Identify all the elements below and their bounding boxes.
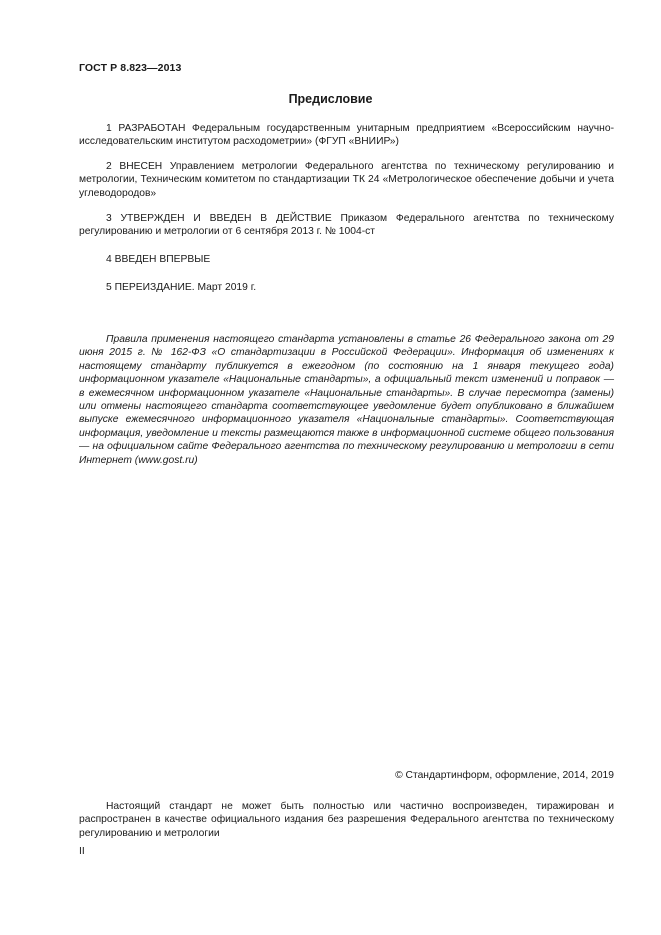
foreword-item-text: 2 ВНЕСЕН Управлением метрологии Федерального агентства по техническому регулированию и метрологии, Техническим комитетом по стандартизации ТК 24 «Метрологическое обеспечение добычи и учета углеводородов»	[79, 161, 614, 199]
document-code: ГОСТ Р 8.823—2013	[79, 62, 182, 74]
page-number: II	[79, 846, 85, 857]
foreword-item-3	[79, 212, 614, 239]
foreword-item-text: 5 ПЕРЕИЗДАНИЕ. Март 2019 г.	[106, 282, 257, 293]
section-heading: Предисловие	[288, 92, 373, 106]
copyright-notice: © Стандартинформ, оформление, 2014, 2019	[395, 770, 614, 781]
foreword-item-text: 4 ВВЕДЕН ВПЕРВЫЕ	[106, 254, 211, 265]
foreword-item-2	[79, 160, 614, 200]
application-rules-note: Правила применения настоящего стандарта установлены в статье 26 Федерального закона от 29 июня 2015 г. № 162-ФЗ «О стандартизации в Российской Федерации». Информация об изменениях к настоящему стандарту публикуется в ежегодном (по состоянию на 1 января текущего года) информационном указателе «Национальные стандарты», а официальный текст изменений и поправок — в ежемесячном информационном указателе «Национальные стандарты». В случае пересмотра (замены) или отмены настоящего стандарта соответствующее уведомление будет опубликовано в ближайшем выпуске ежемесячного информационного указателя «Национальные стандарты». Соответствующая информация, уведомление и тексты размещаются также в информационной системе общего пользования — на официальном сайте Федерального агентства по техническому регулированию и метрологии в сети Интернет (www.gost.ru)	[79, 334, 614, 466]
foreword-item-text: 1 РАЗРАБОТАН Федеральным государственным унитарным предприятием «Всероссийским научно-исследовательским институтом расходометрии» (ФГУП «ВНИИР»)	[79, 123, 614, 148]
foreword-item-5	[79, 281, 614, 294]
foreword-item-text: 3 УТВЕРЖДЕН И ВВЕДЕН В ДЕЙСТВИЕ Приказом Федерального агентства по техническому регулированию и метрологии от 6 сентября 2013 г. № 1004-ст	[79, 213, 614, 238]
reproduction-notice: Настоящий стандарт не может быть полностью или частично воспроизведен, тиражирован и распространен в качестве официального издания без разрешения Федерального агентства по техническому регулированию и метрологии	[79, 801, 614, 839]
foreword-item-1	[79, 122, 614, 149]
foreword-item-4	[79, 253, 614, 266]
